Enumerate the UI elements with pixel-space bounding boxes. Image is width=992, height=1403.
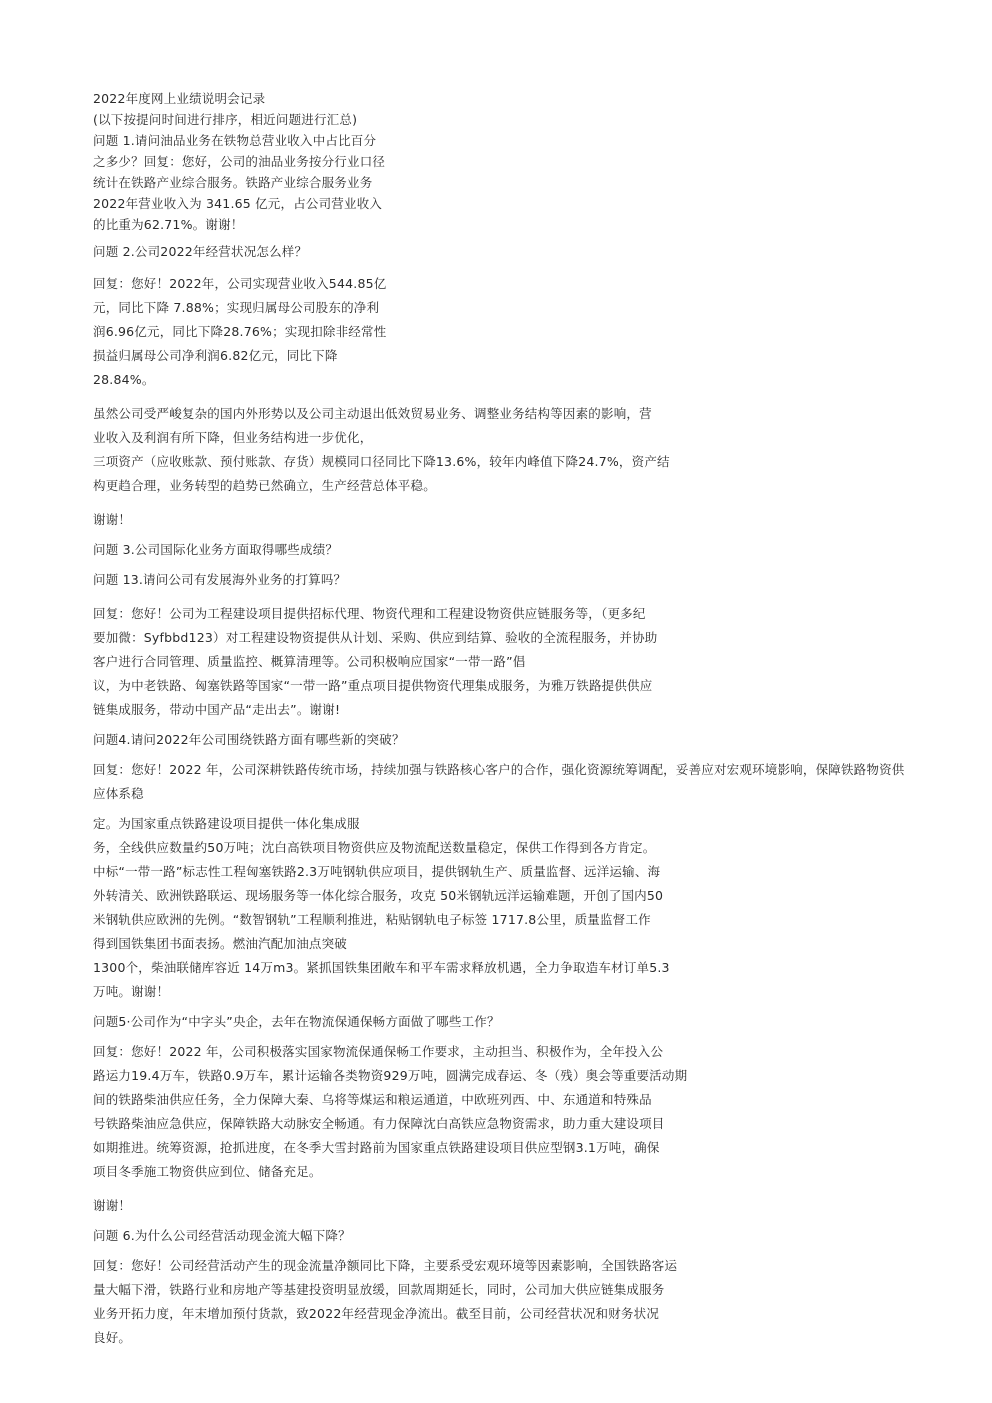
question-13: 问题 13.请问公司有发展海外业务的打算吗？ xyxy=(93,572,347,587)
answer-4b-line: 外转清关、欧洲铁路联运、现场服务等一体化综合服务，攻克 50米钢轨远洋运输难题，开创了国内50 xyxy=(93,888,664,903)
answer-2b-line: 构更趋合理，业务转型的趋势已然确立，生产经营总体平稳。 xyxy=(93,478,436,493)
intro-block xyxy=(93,88,953,235)
answer-3-line: 要加微：Syfbbd123）对工程建设物资提供从计划、采购、供应到结算、验收的全流程服务，并协助 xyxy=(93,630,658,645)
answer-4b-line: 米钢轨供应欧洲的先例。“数智钢轨”工程顺利推进，粘贴钢轨电子标签 1717.8公里，质量监督工作 xyxy=(93,912,651,927)
answer-5-line: 项目冬季施工物资供应到位、储备充足。 xyxy=(93,1164,322,1179)
intro-line: (以下按提问时间进行排序，相近问题进行汇总) xyxy=(93,112,358,127)
answer-6-line: 良好。 xyxy=(93,1330,132,1345)
answer-4b-line: 得到国铁集团书面表扬。燃油汽配加油点突破 xyxy=(93,936,348,951)
answer-4b-block xyxy=(93,812,953,1004)
document-page xyxy=(93,88,953,1350)
answer-4b-line: 1300个，柴油联储库容近 14万m3。紧抓国铁集团敞车和平车需求释放机遇，全力争取造车材订单5.3 xyxy=(93,960,670,975)
answer-6-line: 量大幅下滑，铁路行业和房地产等基建投资明显放缓，回款周期延长，同时，公司加大供应链集成服务 xyxy=(93,1282,665,1297)
answer-2b-line: 三项资产（应收账款、预付账款、存货）规模同口径同比下降13.6%，较年内峰值下降24.7%，资产结 xyxy=(93,454,670,469)
question-5: 问题5·公司作为“中字头”央企，去年在物流保通保畅方面做了哪些工作？ xyxy=(93,1014,500,1029)
answer-3-block xyxy=(93,602,953,722)
answer-4a-block xyxy=(93,758,953,806)
answer-5-line: 间的铁路柴油供应任务，全力保障大秦、乌将等煤运和粮运通道，中欧班列西、中、东通道和特殊品 xyxy=(93,1092,652,1107)
answer-2-line: 元，同比下降 7.88%；实现归属母公司股东的净利 xyxy=(93,300,380,315)
answer-4-line: 回复：您好！2022 年，公司深耕铁路传统市场，持续加强与铁路核心客户的合作，强化资源统筹调配，妥善应对宏观环境影响，保障铁路物资供 xyxy=(93,762,905,777)
answer-4b-line: 万吨。谢谢！ xyxy=(93,984,170,999)
answer-5-block xyxy=(93,1040,953,1184)
answer-3-line: 链集成服务，带动中国产品“走出去”。谢谢! xyxy=(93,702,341,717)
answer-3-line: 客户进行合同管理、质量监控、概算清理等。公司积极响应国家“一带一路”倡 xyxy=(93,654,526,669)
answer-1-line: 2022年营业收入为 341.65 亿元，占公司营业收入 xyxy=(93,196,383,211)
answer-2b-line: 业收入及利润有所下降，但业务结构进一步优化， xyxy=(93,430,373,445)
answer-3-line: 议，为中老铁路、匈塞铁路等国家“一带一路”重点项目提供物资代理集成服务，为雅万铁路提供供应 xyxy=(93,678,653,693)
answer-2-line: 润6.96亿元，同比下降28.76%；实现扣除非经常性 xyxy=(93,324,387,339)
question-2: 问题 2.公司2022年经营状况怎么样？ xyxy=(93,244,308,259)
answer-6-line: 业务开拓力度，年末增加预付货款，致2022年经营现金净流出。截至目前，公司经营状况和财务状况 xyxy=(93,1306,660,1321)
question-1: 问题 1.请问油品业务在铁物总营业收入中占比百分 xyxy=(93,133,377,148)
answer-5-line: 回复：您好！2022 年，公司积极落实国家物流保通保畅工作要求，主动担当、积极作为，全年投入公 xyxy=(93,1044,664,1059)
answer-2-line: 28.84%。 xyxy=(93,372,155,387)
answer-4b-line: 定。为国家重点铁路建设项目提供一体化集成服 xyxy=(93,816,360,831)
answer-5-line: 路运力19.4万车，铁路0.9万车，累计运输各类物资929万吨，圆满完成春运、冬（残）奥会等重要活动期 xyxy=(93,1068,688,1083)
answer-2b-block xyxy=(93,402,953,498)
answer-5-line: 如期推进。统筹资源，抢抓进度，在冬季大雪封路前为国家重点铁路建设项目供应型钢3.1万吨，确保 xyxy=(93,1140,660,1155)
answer-4-line: 应体系稳 xyxy=(93,786,144,801)
thanks-text: 谢谢！ xyxy=(93,1198,132,1213)
answer-2-line: 损益归属母公司净利润6.82亿元，同比下降 xyxy=(93,348,338,363)
answer-1-line: 的比重为62.71%。谢谢！ xyxy=(93,217,244,232)
question-3: 问题 3.公司国际化业务方面取得哪些成绩？ xyxy=(93,542,339,557)
document-title: 2022年度网上业绩说明会记录 xyxy=(93,91,266,106)
answer-6-line: 回复：您好！公司经营活动产生的现金流量净额同比下降，主要系受宏观环境等因素影响，全国铁路客运 xyxy=(93,1258,678,1273)
answer-1-line: 统计在铁路产业综合服务。铁路产业综合服务业务 xyxy=(93,175,373,190)
answer-6-block xyxy=(93,1254,953,1350)
question-6: 问题 6.为什么公司经营活动现金流大幅下降？ xyxy=(93,1228,351,1243)
answer-2b-line: 虽然公司受严峻复杂的国内外形势以及公司主动退出低效贸易业务、调整业务结构等因素的影响，营 xyxy=(93,406,652,421)
answer-2-block xyxy=(93,272,953,392)
answer-4b-line: 务，全线供应数量约50万吨；沈白高铁项目物资供应及物流配送数量稳定，保供工作得到各方肯定。 xyxy=(93,840,656,855)
question-4: 问题4.请问2022年公司围绕铁路方面有哪些新的突破？ xyxy=(93,732,405,747)
answer-2-line: 回复：您好！2022年，公司实现营业收入544.85亿 xyxy=(93,276,387,291)
answer-1-line: 之多少？回复：您好，公司的油品业务按分行业口径 xyxy=(93,154,386,169)
answer-5-line: 号铁路柴油应急供应，保障铁路大动脉安全畅通。有力保障沈白高铁应急物资需求，助力重大建设项目 xyxy=(93,1116,665,1131)
thanks-text: 谢谢！ xyxy=(93,512,132,527)
answer-4b-line: 中标“一带一路”标志性工程匈塞铁路2.3万吨钢轨供应项目，提供钢轨生产、质量监督、远洋运输、海 xyxy=(93,864,661,879)
answer-3-line: 回复：您好！公司为工程建设项目提供招标代理、物资代理和工程建设物资供应链服务等，（更多纪 xyxy=(93,606,646,621)
